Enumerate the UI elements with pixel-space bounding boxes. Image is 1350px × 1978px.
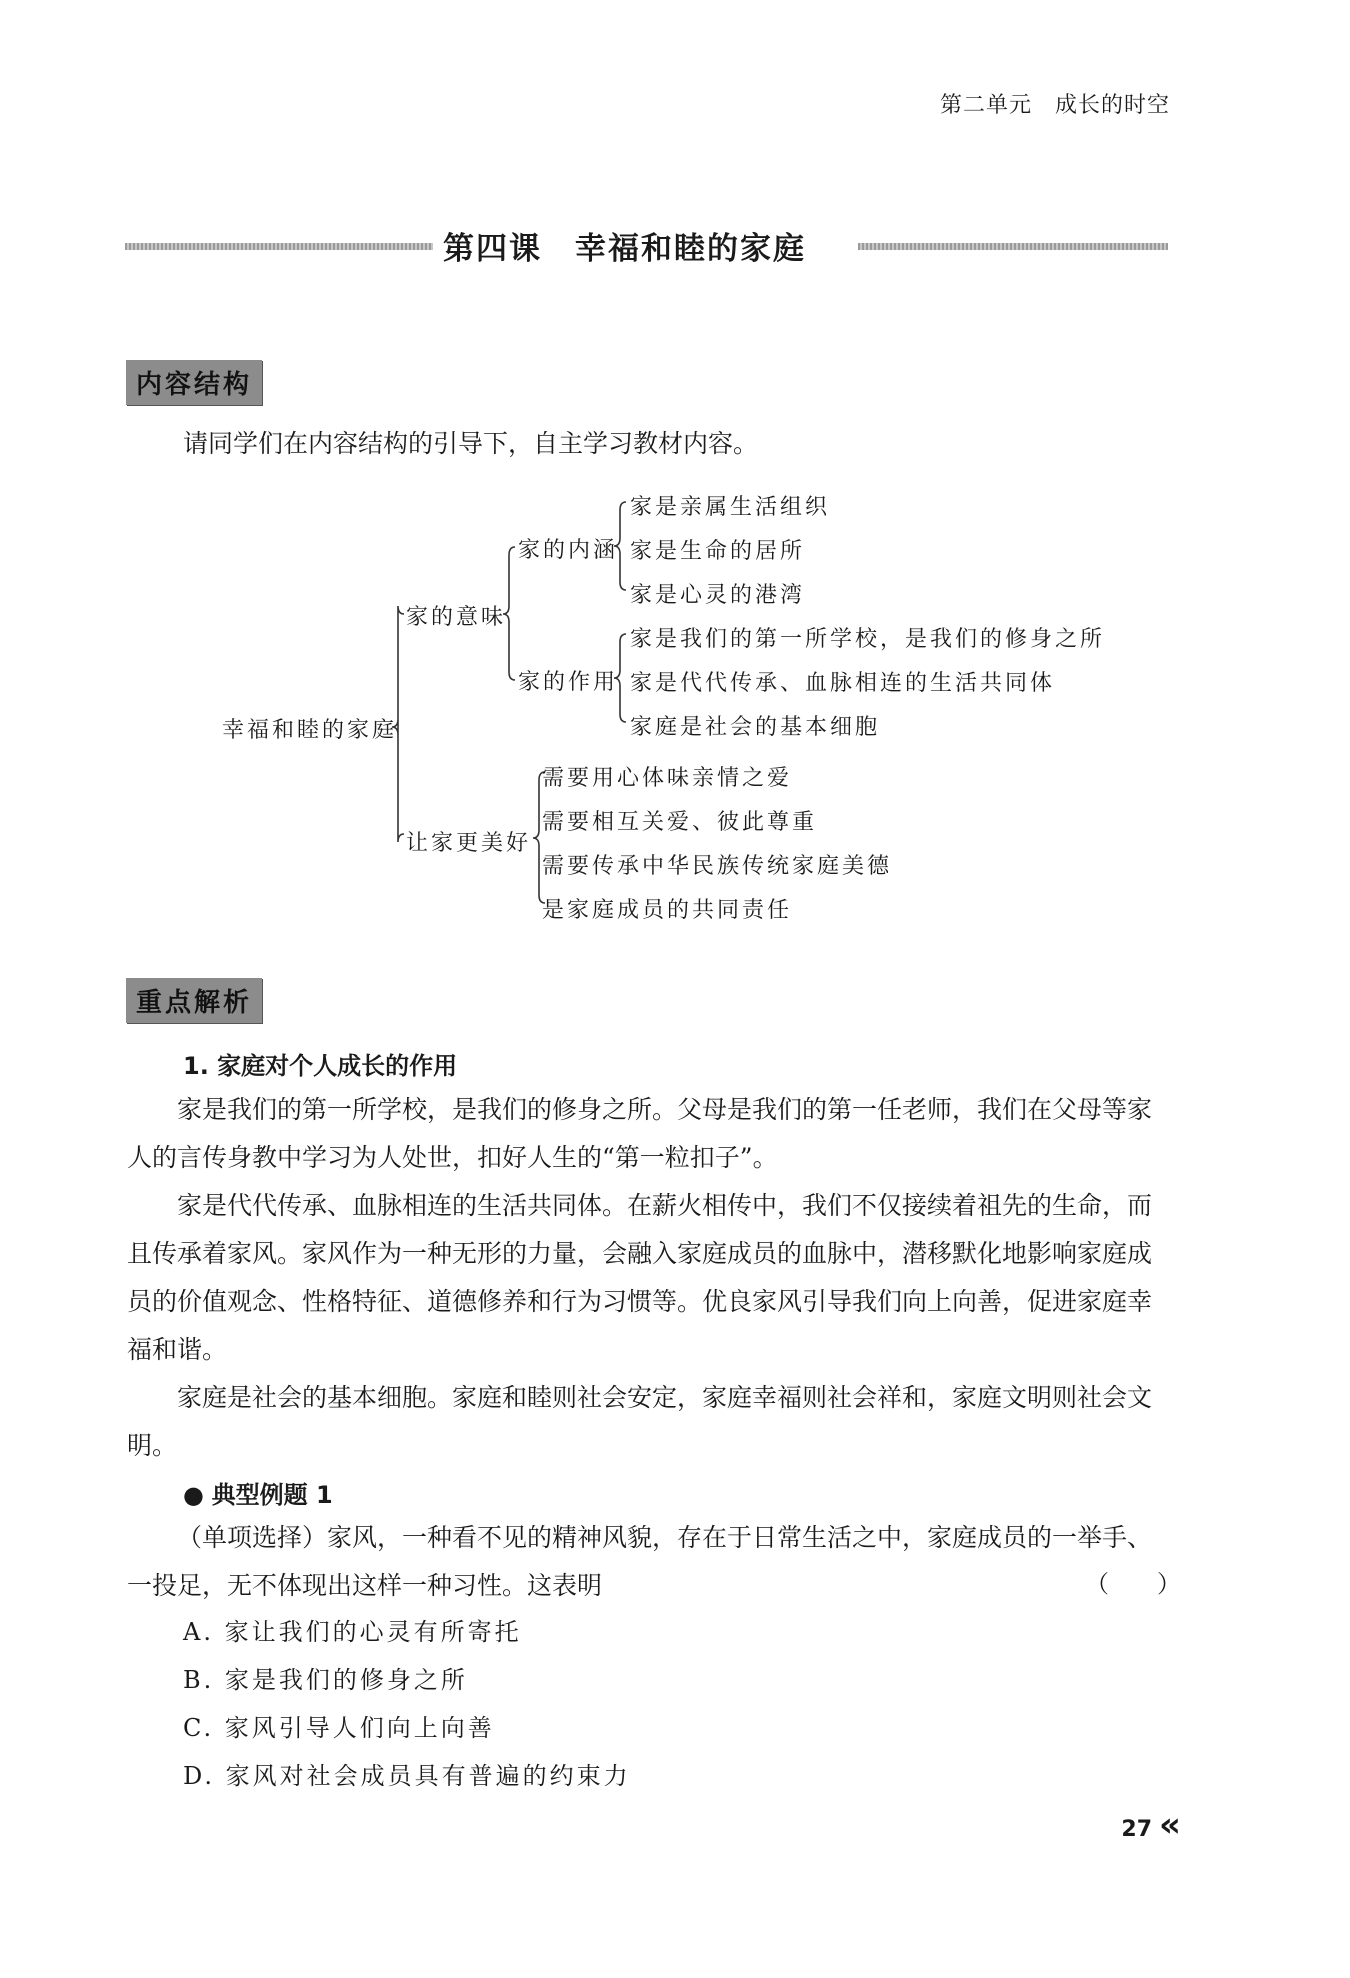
tree-leaf: 需要用心体味亲情之爱 bbox=[542, 766, 793, 791]
option-c[interactable]: C. 家风引导人们向上向善 bbox=[183, 1714, 495, 1742]
tree-leaf: 家是心灵的港湾 bbox=[630, 583, 806, 608]
tree-leaf: 需要传承中华民族传统家庭美德 bbox=[542, 854, 893, 879]
option-b[interactable]: B. 家是我们的修身之所 bbox=[183, 1666, 468, 1694]
tree-leaf: 家是亲属生活组织 bbox=[630, 495, 831, 520]
tree-root: 幸福和睦的家庭 bbox=[222, 718, 398, 743]
tree-leaf: 家是代代传承、血脉相连的生活共同体 bbox=[630, 671, 1056, 696]
tree-leaf: 是家庭成员的共同责任 bbox=[542, 898, 793, 923]
unit-header: 第二单元 成长的时空 bbox=[939, 93, 1170, 118]
tree-leaf: 家是生命的居所 bbox=[630, 539, 806, 564]
page-number: 27 bbox=[1121, 1817, 1153, 1842]
tree-leaf: 家庭是社会的基本细胞 bbox=[630, 715, 881, 740]
option-a[interactable]: A. 家让我们的心灵有所寄托 bbox=[183, 1618, 522, 1646]
example-question: （单项选择）家风，一种看不见的精神风貌，存在于日常生活之中，家庭成员的一举手、一投足，无不体现出这样一种习性。这表明 bbox=[127, 1523, 1153, 1600]
paragraph: 家是我们的第一所学校，是我们的修身之所。父母是我们的第一任老师，我们在父母等家人的言传身教中学习为人处世，扣好人生的“第一粒扣子”。 bbox=[127, 1095, 1153, 1172]
intro-text: 请同学们在内容结构的引导下，自主学习教材内容。 bbox=[183, 429, 759, 458]
page-footer bbox=[1121, 1805, 1175, 1845]
paragraph: 家是代代传承、血脉相连的生活共同体。在薪火相传中，我们不仅接续着祖先的生命，而且传承着家风。家风作为一种无形的力量，会融入家庭成员的血脉中，潜移默化地影响家庭成员的价值观念、性格特征、道德修养和行为习惯等。优良家风引导我们向上向善，促进家庭幸福和谐。 bbox=[127, 1191, 1153, 1364]
tree-leaf: 家是我们的第一所学校，是我们的修身之所 bbox=[630, 627, 1106, 652]
section-tag-content-structure: 内容结构 bbox=[126, 360, 262, 405]
section-tag-key-analysis: 重点解析 bbox=[126, 978, 262, 1023]
tree-node-better: 让家更美好 bbox=[406, 831, 532, 856]
tree-node-function: 家的作用 bbox=[518, 670, 619, 695]
tree-node-connotation: 家的内涵 bbox=[518, 538, 619, 563]
section-heading: 1. 家庭对个人成长的作用 bbox=[183, 1052, 458, 1080]
paragraph: 家庭是社会的基本细胞。家庭和睦则社会安定，家庭幸福则社会祥和，家庭文明则社会文明。 bbox=[127, 1383, 1153, 1460]
tree-node-meaning: 家的意味 bbox=[406, 605, 507, 630]
chevron-left-icon: « bbox=[1159, 1805, 1175, 1845]
option-d[interactable]: D. 家风对社会成员具有普遍的约束力 bbox=[183, 1762, 631, 1790]
example-heading bbox=[183, 1475, 333, 1510]
bullet-icon: ● bbox=[183, 1481, 204, 1509]
answer-blank[interactable]: （ ） bbox=[1085, 1570, 1181, 1598]
tree-leaf: 需要相互关爱、彼此尊重 bbox=[542, 810, 818, 835]
example-title: 典型例题 1 bbox=[211, 1481, 333, 1509]
lesson-title: 第四课 幸福和睦的家庭 bbox=[443, 231, 806, 267]
